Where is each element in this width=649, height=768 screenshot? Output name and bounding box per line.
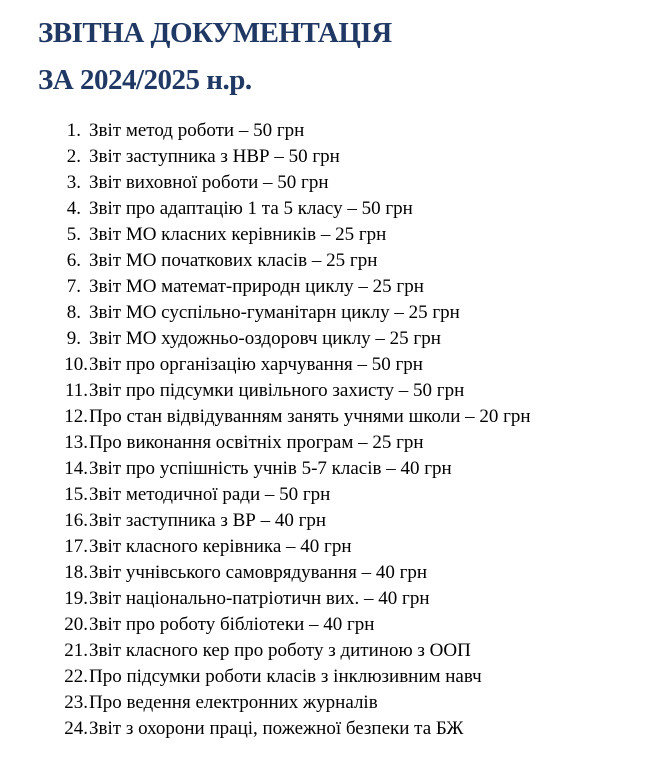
item-text: Звіт про організацію харчування – 50 грн <box>89 354 423 375</box>
document-title-line-1: ЗВІТНА ДОКУМЕНТАЦІЯ <box>38 17 392 49</box>
item-number: 22. <box>64 666 88 687</box>
item-number: 18. <box>64 562 88 583</box>
item-number: 14. <box>64 458 88 479</box>
item-number: 1. <box>66 120 81 141</box>
item-text: Про підсумки роботи класів з інклюзивним навч <box>89 666 482 687</box>
item-text: Про виконання освітніх програм – 25 грн <box>89 432 424 453</box>
item-number: 4. <box>66 198 81 219</box>
item-number: 7. <box>66 276 81 297</box>
item-number: 16. <box>64 510 88 531</box>
item-text: Звіт методичної ради – 50 грн <box>89 484 331 505</box>
item-text: Звіт національно-патріотичн вих. – 40 грн <box>89 588 430 609</box>
item-text: Звіт виховної роботи – 50 грн <box>89 172 329 193</box>
item-text: Звіт про адаптацію 1 та 5 класу – 50 грн <box>89 198 413 219</box>
item-text: Звіт метод роботи – 50 грн <box>89 120 305 141</box>
item-text: Звіт про успішність учнів 5-7 класів – 40 грн <box>89 458 452 479</box>
item-number: 24. <box>64 718 88 739</box>
item-number: 2. <box>66 146 81 167</box>
document-title-line-2: ЗА 2024/2025 н.р. <box>38 64 252 96</box>
item-number: 20. <box>64 614 88 635</box>
item-text: Звіт про роботу бібліотеки – 40 грн <box>89 614 375 635</box>
item-text: Звіт МО художньо-оздоровч циклу – 25 грн <box>89 328 441 349</box>
item-number: 21. <box>64 640 88 661</box>
item-number: 19. <box>64 588 88 609</box>
item-text: Про ведення електронних журналів <box>89 692 378 713</box>
item-number: 15. <box>64 484 88 505</box>
item-number: 10. <box>64 354 88 375</box>
item-text: Звіт заступника з ВР – 40 грн <box>89 510 327 531</box>
item-text: Звіт МО початкових класів – 25 грн <box>89 250 378 271</box>
item-number: 5. <box>66 224 81 245</box>
item-number: 17. <box>64 536 88 557</box>
item-text: Звіт класного керівника – 40 грн <box>89 536 352 557</box>
item-text: Звіт МО суспільно-гуманітарн циклу – 25 грн <box>89 302 460 323</box>
item-text: Звіт МО класних керівників – 25 грн <box>89 224 387 245</box>
item-number: 23. <box>64 692 88 713</box>
item-text: Звіт з охорони праці, пожежної безпеки та БЖ <box>89 718 464 739</box>
item-text: Звіт заступника з НВР – 50 грн <box>89 146 340 167</box>
item-number: 3. <box>66 172 81 193</box>
item-text: Звіт учнівського самоврядування – 40 грн <box>89 562 428 583</box>
item-number: 6. <box>66 250 81 271</box>
item-text: Звіт про підсумки цивільного захисту – 50 грн <box>89 380 465 401</box>
item-text: Про стан відвідуванням занять учнями школи – 20 грн <box>89 406 531 427</box>
item-text: Звіт класного кер про роботу з дитиною з ООП <box>89 640 471 661</box>
item-number: 11. <box>64 380 88 401</box>
item-number: 8. <box>66 302 81 323</box>
item-number: 9. <box>66 328 81 349</box>
item-number: 13. <box>64 432 88 453</box>
item-number: 12. <box>64 406 88 427</box>
item-text: Звіт МО математ-природн циклу – 25 грн <box>89 276 424 297</box>
